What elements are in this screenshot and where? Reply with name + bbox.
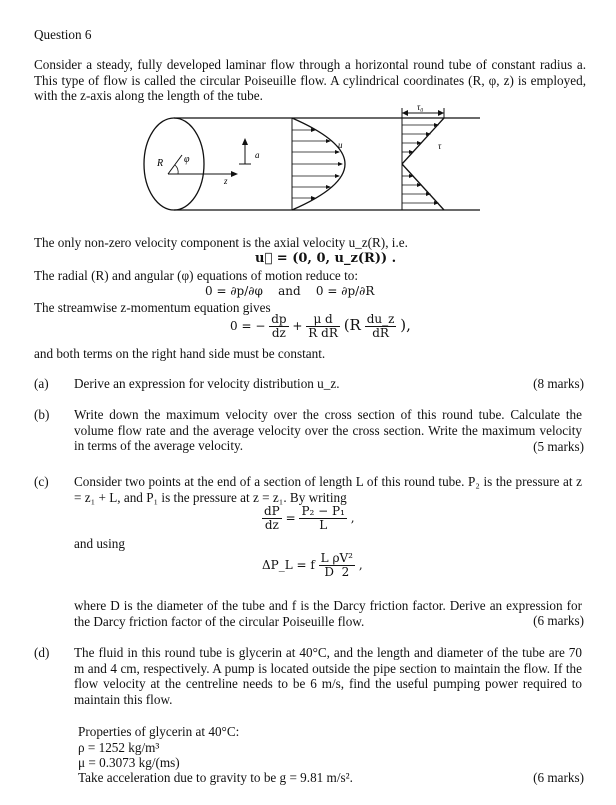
paren-close: ), [400, 316, 411, 334]
cross-section-coordinates [156, 154, 190, 174]
eq1-comma: , [350, 511, 355, 525]
eq2-comma: , [358, 558, 363, 572]
radial-angular-equation: 0 = ∂p/∂φ and 0 = ∂p/∂R [205, 284, 375, 298]
velocity-vector-equation: u⃗ = (0, 0, u_z(R)) . [255, 251, 397, 266]
darcy-fraction [319, 552, 355, 579]
part-a-marks: (8 marks) [533, 376, 584, 391]
part-a-text: Derive an expression for velocity distribution u_z. [74, 376, 340, 391]
part-b-marks: (5 marks) [533, 439, 584, 454]
darcy-denominator: D 2 [324, 565, 350, 579]
a-label: a [255, 150, 260, 160]
radius-label: R [157, 158, 164, 169]
velocity-statement: The only non-zero velocity component is the axial velocity u_z(R), i.e. [34, 235, 408, 250]
part-a-label: (a) [34, 376, 49, 391]
tube-flow-figure [140, 100, 480, 222]
darcy-equation [262, 552, 363, 579]
mu-denominator: R dR [308, 326, 338, 340]
intro-paragraph: Consider a steady, fully developed laminar flow through a horizontal round tube of constant radius a. This type of flow is called the circular Poiseuille flow. A cylindrical coordinates (R, φ, z) is employed, with the z-axis along the length of the tube. [34, 57, 586, 103]
streamwise-statement: The streamwise z-momentum equation gives [34, 300, 271, 315]
phi-label: φ [184, 154, 190, 165]
momentum-equation [230, 313, 411, 340]
z-label: z [224, 176, 228, 186]
dz-denominator-c: dz [264, 518, 279, 532]
radial-angular-statement: The radial (R) and angular (φ) equations of motion reduce to: [34, 268, 359, 283]
tau0-label: τ₀ [417, 102, 424, 112]
dP-numerator: dP [264, 504, 280, 518]
part-b-text: Write down the maximum velocity over the cross section of this round tube. Calculate the volume flow rate and the average velocity over the cross section. Write the maximum velocity in terms of the average velocity. [74, 407, 582, 453]
glycerin-properties-title: Properties of glycerin at 40°C: [78, 724, 240, 739]
darcy-lhs: ΔP_L = f [262, 558, 315, 572]
equals-sign: = [285, 511, 296, 525]
part-c-marks: (6 marks) [533, 613, 584, 628]
pressure-gradient-equation [262, 505, 355, 532]
and-using-text: and using [74, 536, 125, 551]
duz-fraction [365, 313, 397, 340]
momentum-lhs: 0 = − [230, 319, 266, 333]
shear-stress-profile [402, 118, 444, 210]
gravity-statement: Take acceleration due to gravity to be g = 9.81 m/s². [78, 770, 353, 785]
tau-label: τ [438, 141, 442, 151]
question-title: Question 6 [34, 27, 92, 42]
part-c-text: where D is the diameter of the tube and f is the Darcy friction factor. Derive an expression for the Darcy friction factor of the circular Poiseuille flow. [74, 598, 582, 629]
part-d-marks: (6 marks) [533, 770, 584, 785]
viscosity-value: μ = 0.3073 kg/(ms) [78, 755, 180, 770]
part-c-label: (c) [34, 474, 49, 489]
z-axis [174, 171, 238, 186]
constant-statement: and both terms on the right hand side must be constant. [34, 346, 326, 361]
duz-denominator: dR [372, 326, 389, 340]
part-b-label: (b) [34, 407, 50, 422]
part-d-label: (d) [34, 645, 50, 660]
dz-denominator: dz [271, 326, 286, 340]
radius-a-indicator [239, 138, 260, 164]
paren-open: (R [343, 316, 361, 334]
part-d-text: The fluid in this round tube is glycerin at 40°C, and the length and diameter of the tube are 70 m and 4 cm, respectively. A pump is located outside the pipe section to maintain the flow. If the flow velocity at the centreline needs to be 6 m/s, find the useful pumping power required to maintain this flow. [74, 645, 582, 707]
mu-numerator: μ d [306, 313, 340, 327]
length-L: L [319, 518, 328, 532]
dP-dz-fraction [262, 505, 282, 532]
tau0-dimension [402, 102, 444, 118]
dp-dz-fraction [269, 313, 288, 340]
darcy-numerator: L ρV² [320, 551, 353, 565]
part-c-intro: Consider two points at the end of a section of length L of this round tube. P₂ is the pressure at z = z₁ + L, and P₁ is the pressure at z = z₁. By writing [74, 474, 582, 505]
velocity-profile [292, 118, 345, 210]
duz-numerator: du_z [366, 312, 395, 326]
density-value: ρ = 1252 kg/m³ [78, 740, 160, 755]
mu-fraction [306, 313, 340, 340]
pressure-difference-fraction [299, 505, 346, 532]
pressure-difference: P₂ − P₁ [301, 504, 345, 518]
plus-sign: + [292, 319, 303, 333]
dp-numerator: dp [271, 312, 287, 326]
u-label: u [338, 140, 343, 150]
